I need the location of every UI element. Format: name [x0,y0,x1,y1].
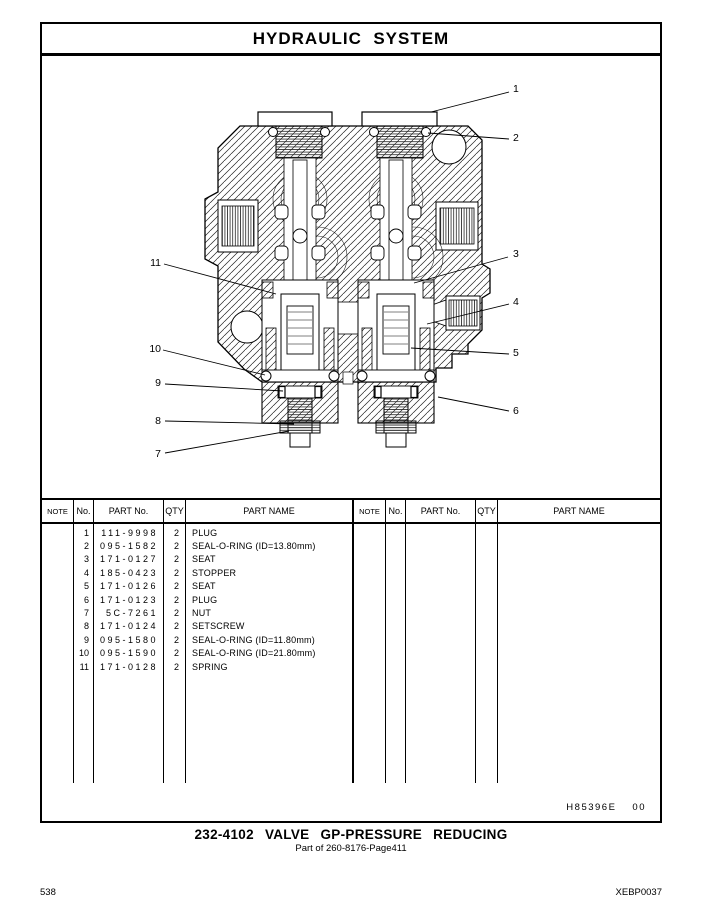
table-cell: SETSCREW [192,621,245,632]
table-cell: 171-0126 [99,581,158,592]
table-cell: 095-1590 [99,648,158,659]
header-note: NOTE [354,500,386,522]
table-cell: 7 [83,608,89,619]
table-cell: 2 [173,527,179,538]
caption [40,827,662,854]
table-cell [42,660,73,673]
table-cell [42,526,73,539]
table-cell: 111-9998 [101,527,158,538]
table-cell [42,580,73,593]
table-cell: 10 [78,648,89,659]
table-cell: SEAL-O-RING (ID=21.80mm) [192,648,316,659]
col-no [386,524,406,783]
callout-8: 8 [155,415,161,427]
table-cell: 2 [173,581,179,592]
table-cell: NUT [192,608,212,619]
table-cell: 171-0127 [99,554,158,565]
header-part-no: PART No. [94,500,164,522]
drawing-code: H85396E [566,802,617,813]
callout-10: 10 [149,343,161,355]
header-note: NOTE [42,500,74,522]
callout-7: 7 [155,448,161,460]
table-cell: SEAL-O-RING (ID=13.80mm) [192,541,316,552]
page-title: HYDRAULIC SYSTEM [42,24,660,56]
table-cell: 171-0123 [99,594,158,605]
table-cell: 095-1582 [99,541,158,552]
cartridge-left [261,282,339,382]
table-cell: 4 [83,567,89,578]
retainer-left [262,382,338,447]
table-cell [42,593,73,606]
table-cell [42,566,73,579]
table-cell: 2 [83,541,89,552]
callout-3: 3 [513,248,519,260]
body-hole-bottom-left [231,311,263,343]
table-cell: 2 [173,661,179,672]
table-body-left [42,524,352,783]
col-no [74,524,94,783]
table-cell: STOPPER [192,567,237,578]
col-part-no [406,524,476,783]
table-cell: 2 [173,608,179,619]
parts-table-right-half [354,500,660,783]
side-port-left [218,200,258,252]
table-cell: 2 [173,648,179,659]
table-cell [42,620,73,633]
header-qty: QTY [164,500,186,522]
parts-table-left-half [42,500,354,783]
table-cell: 5C-7261 [105,608,158,619]
header-no: No. [74,500,94,522]
table-cell [42,553,73,566]
table-cell: 2 [173,634,179,645]
col-qty [476,524,498,783]
drawing-reference [42,783,660,821]
table-cell: 1 [83,527,89,538]
table-cell: 2 [173,594,179,605]
col-part-no [94,524,164,783]
table-cell: SEAT [192,581,216,592]
parts-table [42,498,660,783]
center-notch [343,372,353,384]
header-part-no: PART No. [406,500,476,522]
table-cell: 2 [173,541,179,552]
table-cell: SEAT [192,554,216,565]
callout-9: 9 [155,377,161,389]
table-cell: PLUG [192,594,218,605]
table-body-right [354,524,660,783]
table-cell: 9 [83,634,89,645]
table-cell: 185-0423 [99,567,158,578]
table-header-left [42,500,352,524]
col-qty [164,524,186,783]
page-frame [40,22,662,823]
callout-11: 11 [150,257,161,269]
table-cell: SPRING [192,661,228,672]
diagram-svg [42,56,660,498]
table-cell: 5 [83,581,89,592]
callout-2: 2 [513,132,519,144]
table-cell: 8 [83,621,89,632]
col-part-name [186,524,352,783]
table-cell: PLUG [192,527,218,538]
table-cell [42,539,73,552]
callout-1: 1 [513,83,519,95]
col-note [42,524,74,783]
header-part-name: PART NAME [553,506,605,516]
header-no: No. [386,500,406,522]
caption-title: 232-4102 VALVE GP-PRESSURE REDUCING [194,827,508,842]
caption-subtitle: Part of 260-8176-Page411 [295,843,407,854]
callout-4: 4 [513,296,519,308]
document-code: XEBP0037 [615,887,662,898]
retainer-right [358,382,434,447]
table-cell: 11 [79,661,89,672]
table-header-right [354,500,660,524]
table-cell: 2 [173,621,179,632]
callout-6: 6 [513,405,519,417]
table-cell: 171-0124 [99,621,158,632]
valve-cross-section-diagram [42,56,660,498]
table-cell [42,606,73,619]
table-cell [42,647,73,660]
side-port-right-upper [436,202,478,250]
page-number: 538 [40,887,56,898]
col-note [354,524,386,783]
header-qty: QTY [476,500,498,522]
table-cell: 171-0128 [99,661,158,672]
table-cell: SEAL-O-RING (ID=11.80mm) [192,634,315,645]
header-part-name: PART NAME [243,506,295,516]
callout-5: 5 [513,347,519,359]
col-part-name [498,524,660,783]
table-cell: 095-1580 [99,634,158,645]
table-cell: 2 [173,567,179,578]
drawing-revision: 00 [632,802,646,813]
table-cell: 3 [83,554,89,565]
table-cell [42,633,73,646]
table-cell: 2 [173,554,179,565]
table-cell: 6 [83,594,89,605]
cartridge-right [357,282,435,382]
